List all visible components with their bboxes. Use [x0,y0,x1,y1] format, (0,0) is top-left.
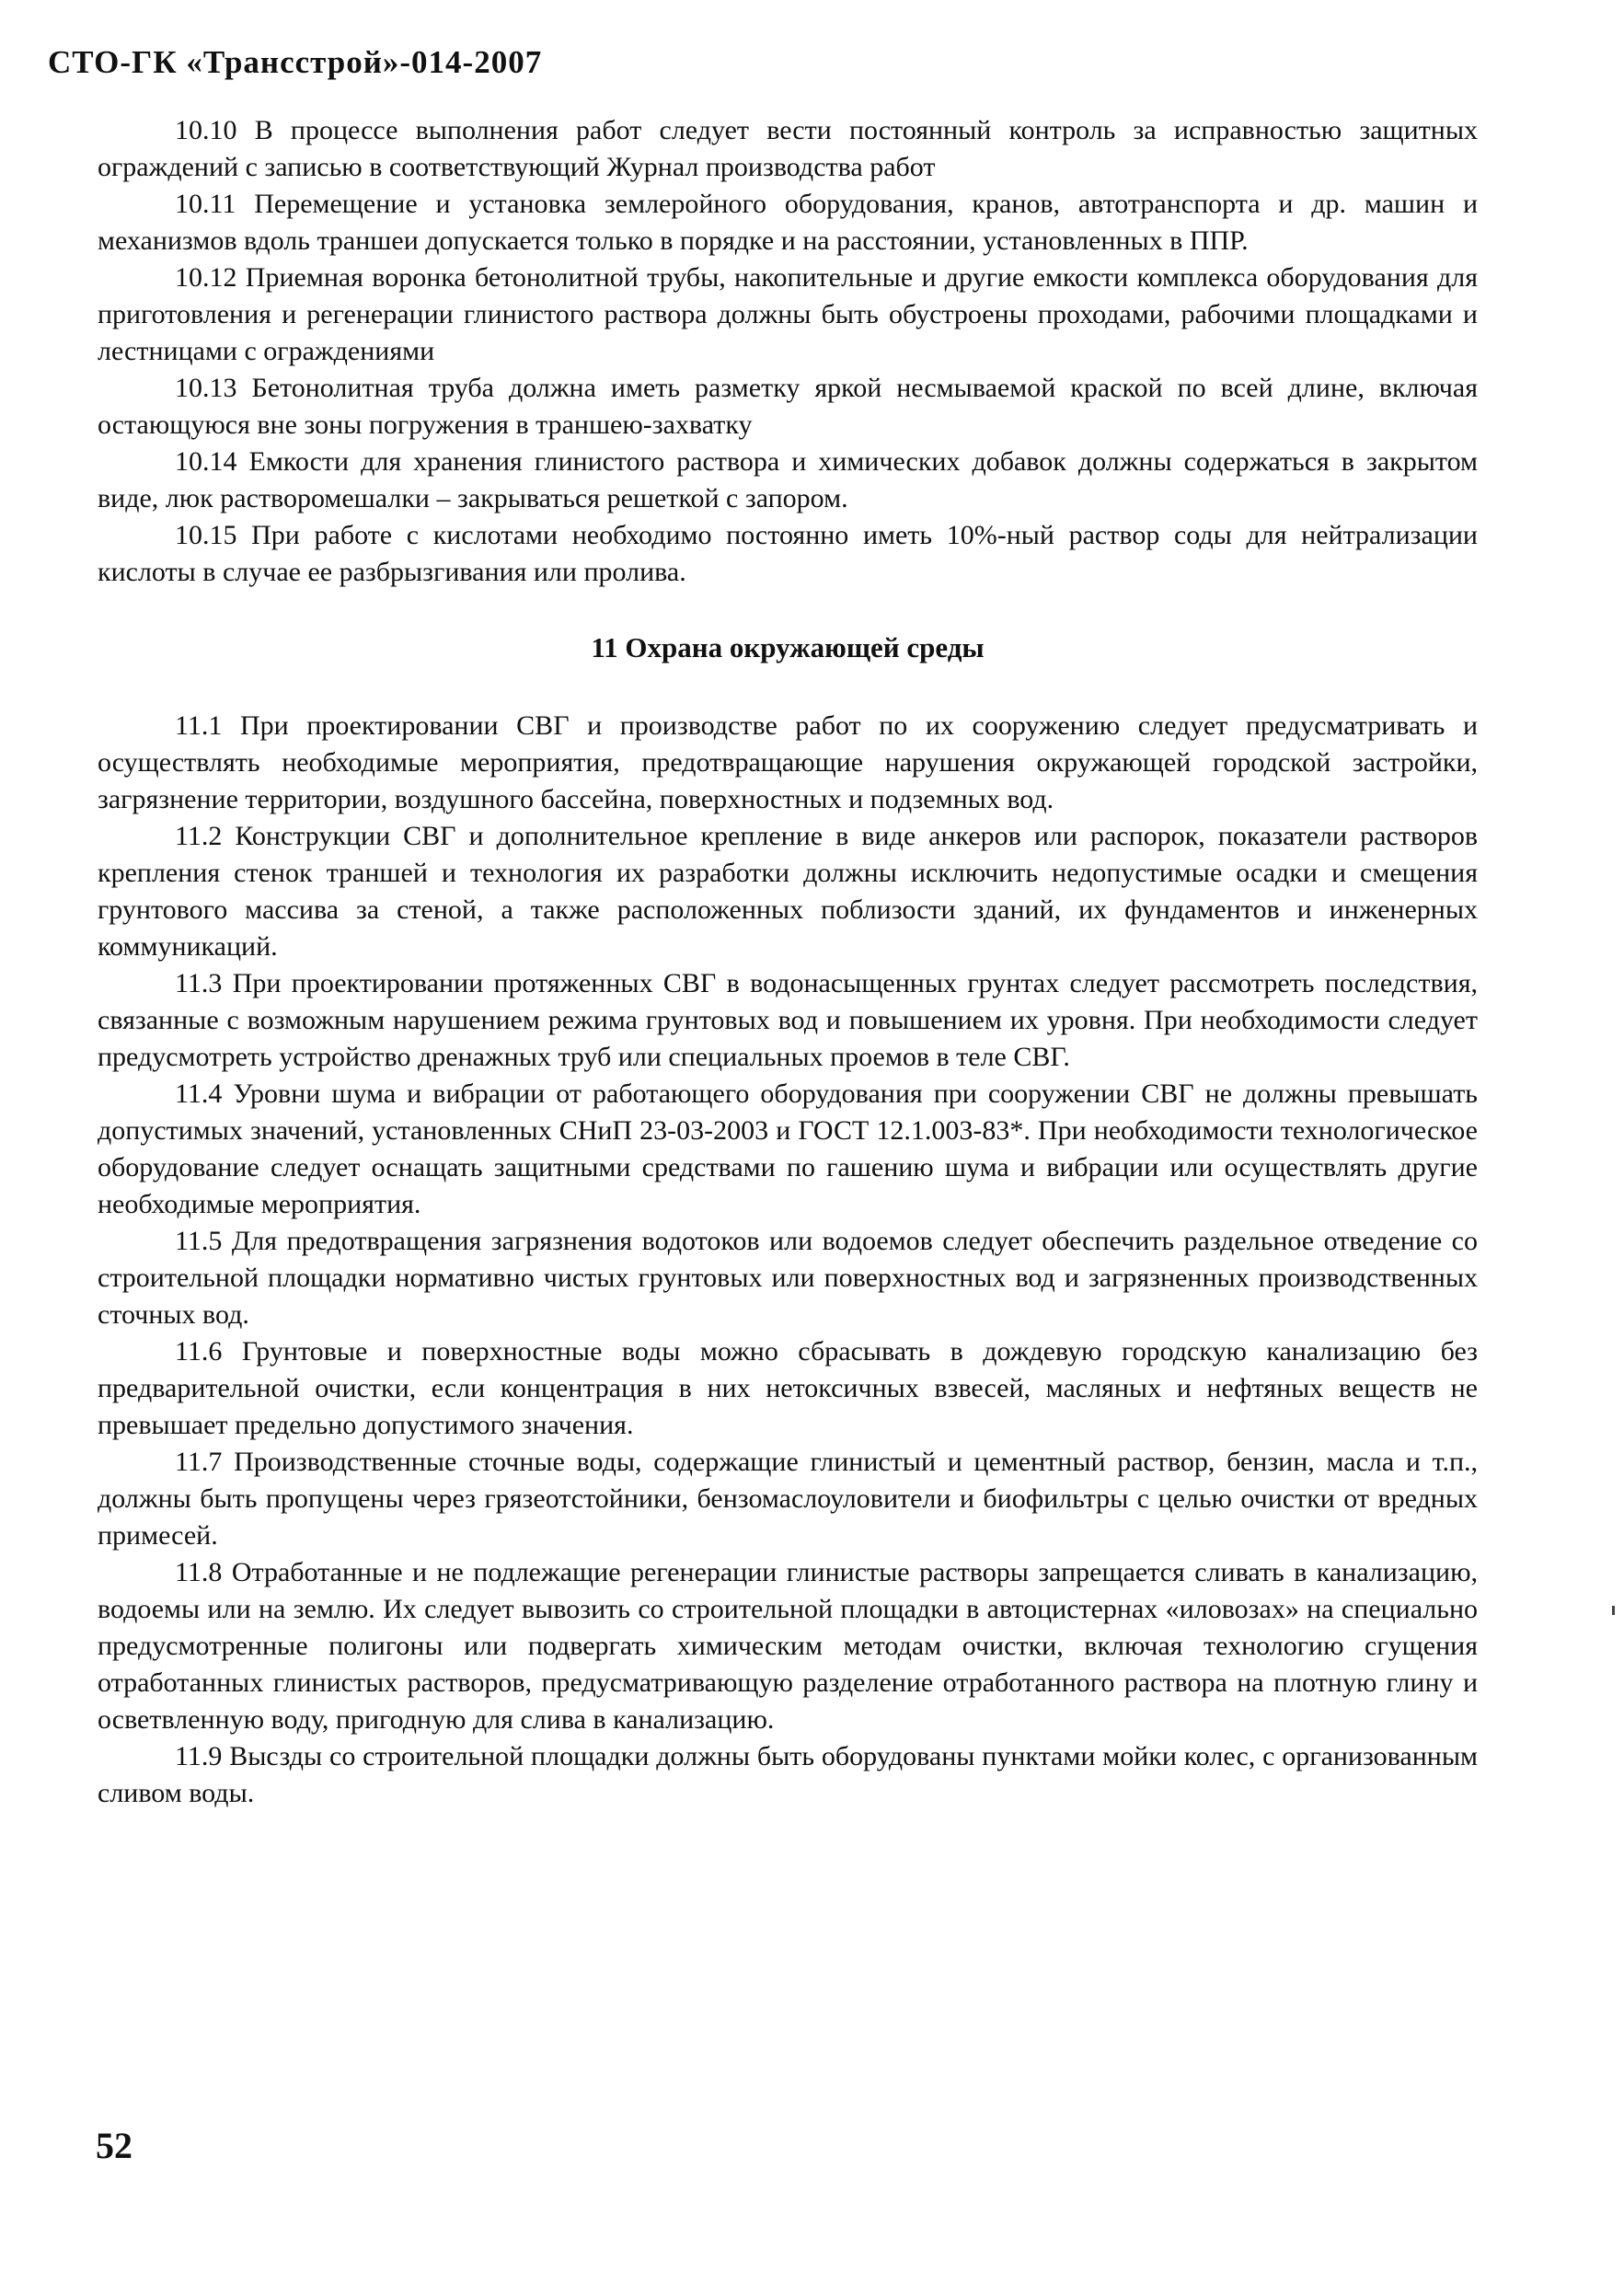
scan-edge-mark [1612,1606,1615,1615]
paragraph-11-8: 11.8 Отработанные и не подлежащие регенерации глинистые растворы запрещается сливать в канализацию, водоемы или на землю. Их следует вывозить со строительной площадки в автоцистернах «иловозах» на специально предусмотренные полигоны или подвергать химическим методам очистки, включая технологию сгущения отработанных глинистых растворов, предусматривающую разделение отработанного раствора на плотную глину и осветвленную воду, пригодную для слива в канализацию. [98,1557,1478,1735]
paragraph-11-9: 11.9 Высзды со строительной площадки должны быть оборудованы пунктами мойки колес, с организованным сливом воды. [98,1741,1478,1808]
paragraph-10-14: 10.14 Емкости для хранения глинистого раствора и химических добавок должны содержаться в закрытом виде, люк растворомешалки – закрываться решеткой с запором. [98,446,1478,513]
paragraph-11-6: 11.6 Грунтовые и поверхностные воды можно сбрасывать в дождевую городскую канализацию без предварительной очистки, если концентрация в них нетоксичных взвесей, масляных и нефтяных веществ не превышает предельно допустимого значения. [98,1336,1478,1440]
paragraph-11-2: 11.2 Конструкции СВГ и дополнительное крепление в виде анкеров или распорок, показатели растворов крепления стенок траншей и технология их разработки должны исключить недопустимые осадки и смещения грунтового массива за стеной, а также расположенных поблизости зданий, их фундаментов и инженерных коммуникаций. [98,821,1478,962]
paragraph-10-12: 10.12 Приемная воронка бетонолитной трубы, накопительные и другие емкости комплекса оборудования для приготовления и регенерации глинистого раствора должны быть обустроены проходами, рабочими площадками и лестницами с ограждениями [98,262,1478,366]
paragraph-11-4: 11.4 Уровни шума и вибрации от работающего оборудования при сооружении СВГ не должны превышать допустимых значений, установленных СНиП 23-03-2003 и ГОСТ 12.1.003-83*. При необходимости технологическое оборудование следует оснащать защитными средствами по гашению шума и вибрации или осуществлять другие необходимые мероприятия. [98,1079,1478,1219]
document-header: СТО-ГК «Трансстрой»-014-2007 [48,44,543,80]
page-number: 52 [96,2125,132,2166]
paragraph-11-1: 11.1 При проектировании СВГ и производстве работ по их сооружению следует предусматривать и осуществлять необходимые мероприятия, предотвращающие нарушения окружающей городской застройки, загрязнение территории, воздушного бассейна, поверхностных и подземных вод. [98,710,1478,814]
paragraph-10-15: 10.15 При работе с кислотами необходимо постоянно иметь 10%-ный раствор соды для нейтрализации кислоты в случае ее разбрызгивания или пролива. [98,520,1478,587]
paragraph-10-13: 10.13 Бетонолитная труба должна иметь разметку яркой несмываемой краской по всей длине, включая остающуюся вне зоны погружения в траншею-захватку [98,373,1478,440]
section-title: 11 Охрана окружающей среды [591,631,985,663]
paragraph-10-11: 10.11 Перемещение и установка землеройного оборудования, кранов, автотранспорта и др. машин и механизмов вдоль траншеи допускается только в порядке и на расстоянии, установленных в ППР. [98,189,1478,256]
document-body [98,112,1478,1812]
paragraph-11-5: 11.5 Для предотвращения загрязнения водотоков или водоемов следует обеспечить раздельное отведение со строительной площадки нормативно чистых грунтовых или поверхностных вод и загрязненных производственных сточных вод. [98,1226,1478,1330]
paragraph-10-10: 10.10 В процессе выполнения работ следует вести постоянный контроль за исправностью защитных ограждений с записью в соответствующий Журнал производства работ [98,115,1478,182]
paragraph-11-3: 11.3 При проектировании протяженных СВГ в водонасыщенных грунтах следует рассмотреть последствия, связанные с возможным нарушением режима грунтовых вод и повышением их уровня. При необходимости следует предусмотреть устройство дренажных труб или специальных проемов в теле СВГ. [98,968,1478,1072]
paragraph-11-7: 11.7 Производственные сточные воды, содержащие глинистый и цементный раствор, бензин, масла и т.п., должны быть пропущены через грязеотстойники, бензомаслоуловители и биофильтры с целью очистки от вредных примесей. [98,1447,1478,1551]
